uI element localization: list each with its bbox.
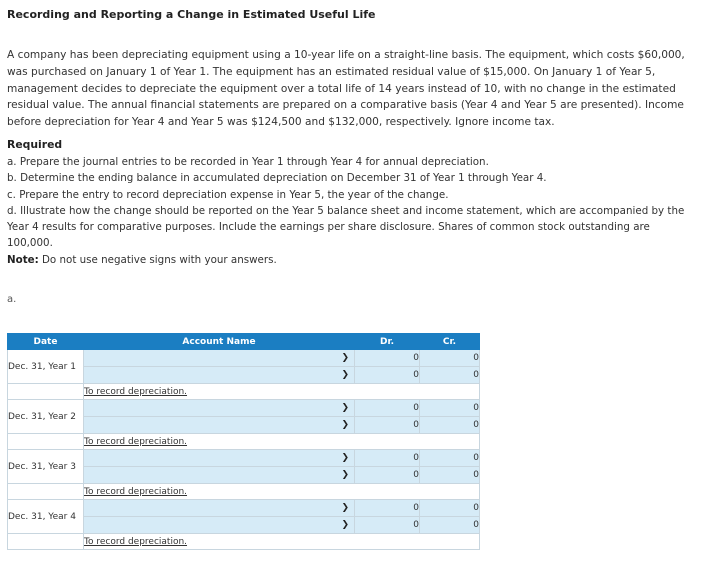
account-select[interactable]	[84, 467, 355, 484]
memo-row	[8, 434, 480, 450]
requirement-b: b. Determine the ending balance in accumulated depreciation on December 31 of Year 1 through Year 4.	[7, 172, 547, 185]
credit-input[interactable]: 0	[420, 500, 480, 517]
credit-input[interactable]: 0	[420, 417, 480, 434]
memo-text: To record depreciation.	[84, 486, 188, 497]
note-text: Do not use negative signs with your answers.	[38, 254, 277, 266]
memo-row	[8, 384, 480, 400]
note	[7, 254, 277, 266]
chevron-down-icon[interactable]: ❯	[341, 470, 349, 480]
account-select[interactable]	[84, 417, 355, 434]
entry-date: Dec. 31, Year 1	[8, 350, 84, 384]
account-select[interactable]	[84, 350, 355, 367]
memo-row	[8, 534, 480, 550]
part-label: a.	[7, 294, 17, 305]
chevron-down-icon[interactable]: ❯	[341, 453, 349, 463]
credit-input[interactable]: 0	[420, 367, 480, 384]
account-select[interactable]	[84, 517, 355, 534]
required-heading: Required	[7, 138, 63, 151]
memo-cell	[84, 484, 480, 500]
debit-input[interactable]: 0	[355, 367, 420, 384]
table-row	[8, 350, 480, 367]
debit-input[interactable]: 0	[355, 517, 420, 534]
account-column-header: Account Name	[84, 334, 355, 350]
debit-input[interactable]: 0	[355, 467, 420, 484]
note-label: Note:	[7, 254, 39, 266]
account-select[interactable]	[84, 500, 355, 517]
memo-text: To record depreciation.	[84, 536, 188, 547]
requirement-a: a. Prepare the journal entries to be recorded in Year 1 through Year 4 for annual depreciation.	[7, 156, 489, 168]
memo-cell	[84, 534, 480, 550]
memo-text: To record depreciation.	[84, 436, 188, 447]
memo-cell	[84, 434, 480, 450]
entry-date: Dec. 31, Year 2	[8, 400, 84, 434]
memo-text: To record depreciation.	[84, 386, 188, 397]
chevron-down-icon[interactable]: ❯	[341, 403, 349, 413]
account-select[interactable]	[84, 400, 355, 417]
table-header-row	[8, 334, 480, 350]
requirement-d: d. Illustrate how the change should be reported on the Year 5 balance sheet and income statement, which are accompanied by the Year 4 results for comparative purposes. Include the earnings per share disclosure. Shares of common stock outstanding are 100,000.	[7, 204, 685, 250]
entry-date: Dec. 31, Year 4	[8, 500, 84, 534]
requirement-c: c. Prepare the entry to record depreciation expense in Year 5, the year of the change.	[7, 188, 449, 201]
chevron-down-icon[interactable]: ❯	[341, 353, 349, 363]
debit-input[interactable]: 0	[355, 450, 420, 467]
credit-input[interactable]: 0	[420, 450, 480, 467]
credit-input[interactable]: 0	[420, 400, 480, 417]
problem-description: A company has been depreciating equipment using a 10-year life on a straight-line basis. The equipment, which costs $60,000, was purchased on January 1 of Year 1. The equipment has an estimated residual value of $15,000. On January 1 of Year 5, management decides to depreciate the equipment over a total life of 14 years instead of 10, with no change in the estimated residual value. The annual financial statements are prepared on a comparative basis (Year 4 and Year 5 are presented). Income before depreciation for Year 4 and Year 5 was $124,500 and $132,000, respectively. Ignore income tax.	[7, 49, 685, 129]
credit-input[interactable]: 0	[420, 350, 480, 367]
credit-column-header: Cr.	[420, 334, 480, 350]
debit-input[interactable]: 0	[355, 350, 420, 367]
account-select[interactable]	[84, 367, 355, 384]
table-row	[8, 400, 480, 417]
chevron-down-icon[interactable]: ❯	[341, 520, 349, 530]
debit-input[interactable]: 0	[355, 500, 420, 517]
chevron-down-icon[interactable]: ❯	[341, 503, 349, 513]
debit-input[interactable]: 0	[355, 417, 420, 434]
date-column-header: Date	[8, 334, 84, 350]
chevron-down-icon[interactable]: ❯	[341, 370, 349, 380]
credit-input[interactable]: 0	[420, 467, 480, 484]
memo-cell	[84, 384, 480, 400]
table-row	[8, 450, 480, 467]
account-select[interactable]	[84, 450, 355, 467]
entry-date: Dec. 31, Year 3	[8, 450, 84, 484]
table-row	[8, 500, 480, 517]
debit-column-header: Dr.	[355, 334, 420, 350]
credit-input[interactable]: 0	[420, 517, 480, 534]
requirements-list	[7, 154, 697, 252]
debit-input[interactable]: 0	[355, 400, 420, 417]
chevron-down-icon[interactable]: ❯	[341, 420, 349, 430]
memo-row	[8, 484, 480, 500]
page-title: Recording and Reporting a Change in Estimated Useful Life	[7, 8, 376, 21]
journal-entry-table	[7, 333, 480, 550]
